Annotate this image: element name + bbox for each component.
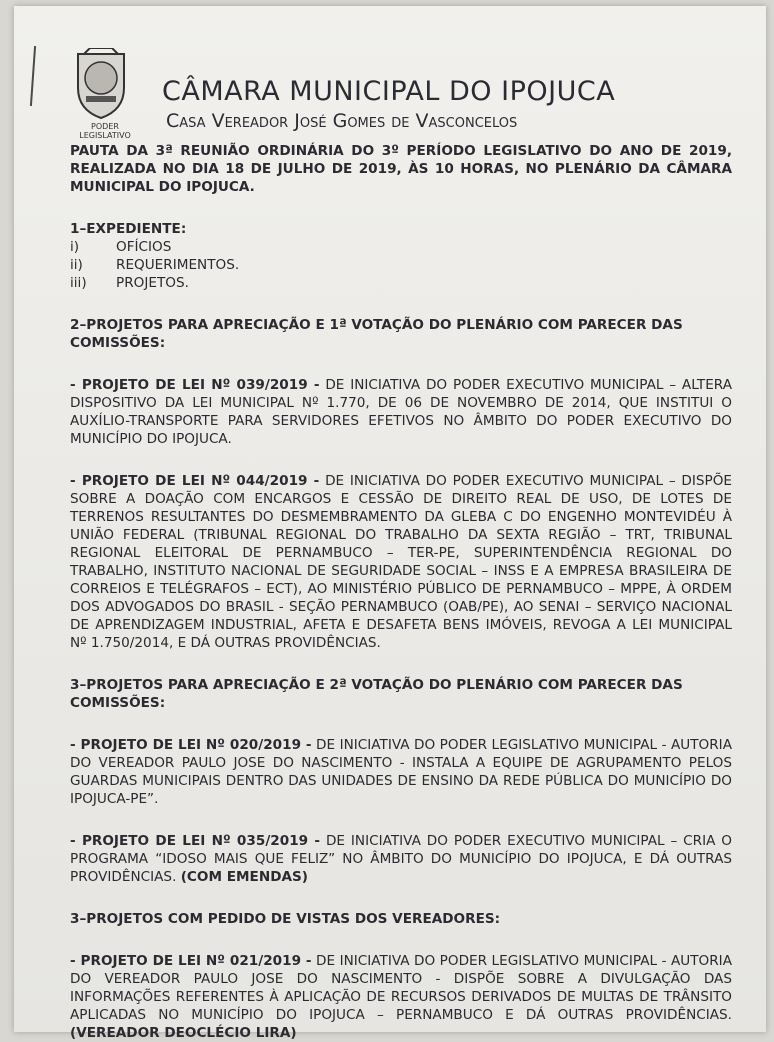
section-heading: 1–EXPEDIENTE: bbox=[70, 221, 187, 237]
bill-item: - PROJETO DE LEI Nº 035/2019 - DE INICIATIVA DO PODER EXECUTIVO MUNICIPAL – CRIA O PROGRAMA “IDOSO MAIS QUE FELIZ” NO ÂMBITO DO MUNICÍPIO DO IPOJUCA, E DÁ OUTRAS PROVIDÊNCIAS. (COM EMENDAS) bbox=[70, 833, 732, 885]
municipal-seal-icon bbox=[70, 48, 132, 120]
organization-subtitle: Casa Vereador José Gomes de Vasconcelos bbox=[166, 110, 518, 132]
section-heading: 3–PROJETOS COM PEDIDO DE VISTAS DOS VEREADORES: bbox=[70, 911, 501, 927]
paper-mark bbox=[30, 46, 36, 106]
list-item: ii) REQUERIMENTOS. bbox=[70, 257, 240, 273]
bill-item: - PROJETO DE LEI Nº 021/2019 - DE INICIATIVA DO PODER LEGISLATIVO MUNICIPAL - AUTORIA DO VEREADOR PAULO JOSE DO NASCIMENTO - DISPÕE SOBRE A DIVULGAÇÃO DAS INFORMAÇÕES REFERENTES À APLICAÇÃO DE RECURSOS DERIVADOS DE MULTAS DE TRÂNSITO APLICADAS NO MUNICÍPIO DO IPOJUCA – PERNAMBUCO E DÁ OUTRAS PROVIDÊNCIAS. (VEREADOR DEOCLÉCIO LIRA) bbox=[70, 953, 732, 1041]
document-body bbox=[70, 142, 732, 1042]
bill-item: - PROJETO DE LEI Nº 044/2019 - DE INICIATIVA DO PODER EXECUTIVO MUNICIPAL – DISPÕE SOBRE A DOAÇÃO COM ENCARGOS E CESSÃO DE DIREITO REAL DE USO, DE LOTES DE TERRENOS RESULTANTES DO DESMEMBRAMENTO DA GLEBA C DO ENGENHO MONTEVIDÉU À UNIÃO FEDERAL (TRIBUNAL REGIONAL DO TRABALHO DA SEXTA REGIÃO – TRT, TRIBUNAL REGIONAL ELEITORAL DE PERNAMBUCO – TER-PE, SUPERINTENDÊNCIA REGIONAL DO TRABALHO, INSTITUTO NACIONAL DE SEGURIDADE SOCIAL – INSS E A EMPRESA BRASILEIRA DE CORREIOS E TELÉGRAFOS – ECT), AO MINISTÉRIO PÚBLICO DE PERNAMBUCO – MPPE, À ORDEM DOS ADVOGADOS DO BRASIL - SEÇÃO PERNAMBUCO (OAB/PE), AO SENAI – SERVIÇO NACIONAL DE APRENDIZAGEM INDUSTRIAL, AFETA E DESAFETA BENS IMÓVEIS, REVOGA A LEI MUNICIPAL Nº 1.750/2014, E DÁ OUTRAS PROVIDÊNCIAS. bbox=[70, 473, 732, 651]
seal-label: PODER LEGISLATIVO bbox=[79, 122, 131, 140]
list-item: i) OFÍCIOS bbox=[70, 239, 172, 255]
organization-name: CÂMARA MUNICIPAL DO IPOJUCA bbox=[162, 76, 616, 107]
document-title: PAUTA DA 3ª REUNIÃO ORDINÁRIA DO 3º PERÍODO LEGISLATIVO DO ANO DE 2019, REALIZADA NO DIA 18 DE JULHO DE 2019, ÀS 10 HORAS, NO PLENÁRIO DA CÂMARA MUNICIPAL DO IPOJUCA. bbox=[70, 143, 732, 195]
document-page bbox=[14, 6, 766, 1041]
bill-item: - PROJETO DE LEI Nº 020/2019 - DE INICIATIVA DO PODER LEGISLATIVO MUNICIPAL - AUTORIA DO VEREADOR PAULO JOSE DO NASCIMENTO - INSTALA A EQUIPE DE AGRUPAMENTO PELOS GUARDAS MUNICIPAIS DENTRO DAS UNIDADES DE ENSINO DA REDE PÚBLICA DO MUNICÍPIO DO IPOJUCA-PE”. bbox=[70, 737, 732, 807]
bill-item: - PROJETO DE LEI Nº 039/2019 - DE INICIATIVA DO PODER EXECUTIVO MUNICIPAL – ALTERA DISPOSITIVO DA LEI MUNICIPAL Nº 1.770, DE 06 DE NOVEMBRO DE 2014, QUE INSTITUI O AUXÍLIO-TRANSPORTE PARA SERVIDORES EFETIVOS NO ÂMBITO DO PODER EXECUTIVO DO MUNICÍPIO DO IPOJUCA. bbox=[70, 377, 732, 447]
expediente-list bbox=[70, 238, 732, 292]
list-item: iii) PROJETOS. bbox=[70, 275, 189, 291]
section-heading: 3–PROJETOS PARA APRECIAÇÃO E 2ª VOTAÇÃO DO PLENÁRIO COM PARECER DAS COMISSÕES: bbox=[70, 677, 683, 711]
letterhead bbox=[70, 48, 750, 140]
section-heading: 2–PROJETOS PARA APRECIAÇÃO E 1ª VOTAÇÃO DO PLENÁRIO COM PARECER DAS COMISSÕES: bbox=[70, 317, 683, 351]
